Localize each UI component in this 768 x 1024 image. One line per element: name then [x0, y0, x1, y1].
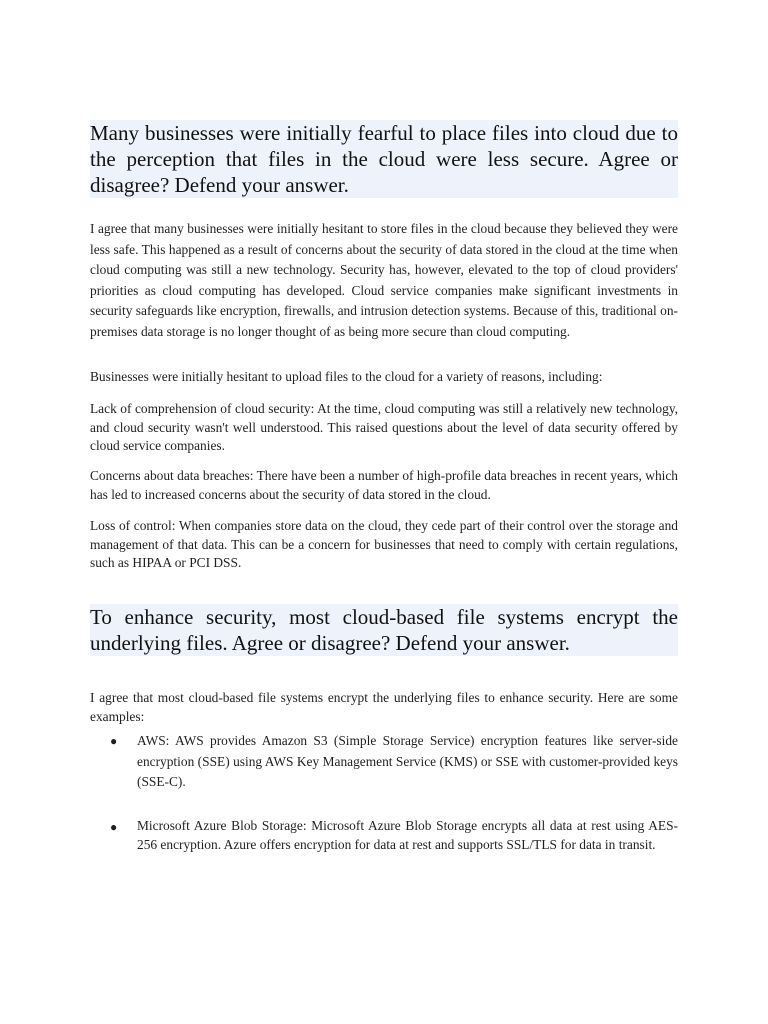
bullet-marker: ●	[110, 820, 118, 834]
bullet-text: Microsoft Azure Blob Storage: Microsoft Azure Blob Storage encrypts all data at rest using AES-256 encryption. Azure offers encryption for data at rest and supports SSL/TLS for data in transit.	[137, 818, 678, 852]
section-1-intro-paragraph: I agree that many businesses were initially hesitant to store files in the cloud because they believed they were less safe. This happened as a result of concerns about the security of data stored in the cloud at the time when cloud computing was still a new technology. Security has, however, elevated to the top of cloud providers' priorities as cloud computing has developed. Cloud service companies make significant investments in security safeguards like encryption, firewalls, and intrusion detection systems. Because of this, traditional on-premises data storage is no longer thought of as being more secure than cloud computing.	[90, 221, 678, 339]
reason-loss-of-control-paragraph: Loss of control: When companies store data on the cloud, they cede part of their control over the storage and management of that data. This can be a concern for businesses that need to comply with certain regulations, such as HIPAA or PCI DSS.	[90, 518, 678, 570]
section-2-intro-paragraph: I agree that most cloud-based file systems encrypt the underlying files to enhance security. Here are some examples:	[90, 690, 678, 724]
reason-data-breaches-paragraph: Concerns about data breaches: There have been a number of high-profile data breaches in recent years, which has led to increased concerns about the security of data stored in the cloud.	[90, 468, 678, 502]
reasons-intro-paragraph: Businesses were initially hesitant to upload files to the cloud for a variety of reasons, including:	[90, 369, 603, 384]
section-1-heading: Many businesses were initially fearful to place files into cloud due to the perception that files in the cloud were less secure. Agree or disagree? Defend your answer.	[90, 121, 678, 197]
bullet-item-aws	[110, 731, 678, 793]
section-2-heading: To enhance security, most cloud-based file systems encrypt the underlying files. Agree or disagree? Defend your answer.	[90, 605, 678, 655]
bullet-item-azure	[110, 817, 678, 854]
reason-lack-of-comprehension-paragraph: Lack of comprehension of cloud security: At the time, cloud computing was still a relatively new technology, and cloud security wasn't well understood. This raised questions about the level of data security offered by cloud service companies.	[90, 401, 678, 453]
bullet-marker: ●	[110, 734, 118, 748]
bullet-text: AWS: AWS provides Amazon S3 (Simple Storage Service) encryption features like server-side encryption (SSE) using AWS Key Management Service (KMS) or SSE with customer-provided keys (SSE-C).	[137, 733, 678, 789]
